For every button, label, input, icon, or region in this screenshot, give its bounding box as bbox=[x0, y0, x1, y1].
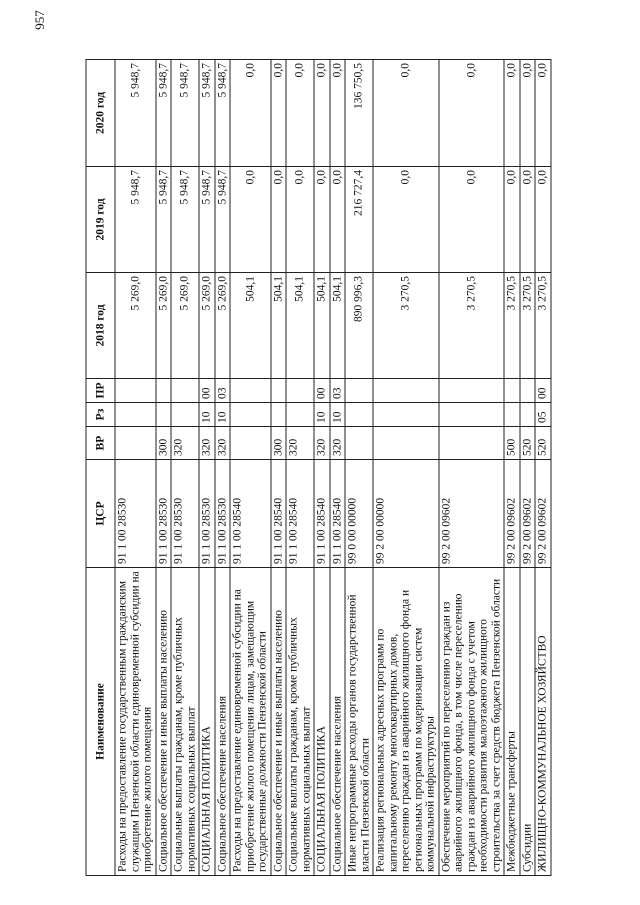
cell-2018: 5 269,0 bbox=[115, 273, 156, 379]
cell-2018: 504,1 bbox=[286, 273, 314, 379]
cell-vr: 520 bbox=[519, 427, 535, 460]
cell-pr bbox=[230, 379, 271, 403]
cell-2018: 3 270,5 bbox=[519, 273, 535, 379]
cell-2020: 0,0 bbox=[519, 60, 535, 167]
cell-csr: 91 1 00 28530 bbox=[155, 460, 171, 568]
table-header-row bbox=[86, 60, 115, 876]
cell-name: Социальное обеспечение населения bbox=[329, 568, 345, 876]
cell-2019: 0,0 bbox=[519, 167, 535, 273]
cell-rz bbox=[155, 403, 171, 427]
table-row bbox=[345, 60, 373, 876]
cell-name: СОЦИАЛЬНАЯ ПОЛИТИКА bbox=[199, 568, 215, 876]
cell-2019: 0,0 bbox=[286, 167, 314, 273]
cell-2020: 5 948,7 bbox=[155, 60, 171, 167]
cell-csr: 99 2 00 00000 bbox=[373, 460, 439, 568]
cell-rz bbox=[519, 403, 535, 427]
cell-vr bbox=[438, 427, 504, 460]
cell-pr bbox=[115, 379, 156, 403]
table-row bbox=[504, 60, 520, 876]
cell-rz bbox=[270, 403, 286, 427]
cell-name: Иные непрограммные расходы органов государственной власти Пензенской области bbox=[345, 568, 373, 876]
cell-pr bbox=[504, 379, 520, 403]
cell-name: Социальное обеспечение населения bbox=[214, 568, 230, 876]
cell-2019: 0,0 bbox=[270, 167, 286, 273]
cell-2018: 3 270,5 bbox=[535, 273, 551, 379]
cell-2018: 5 269,0 bbox=[214, 273, 230, 379]
table-body bbox=[115, 60, 551, 876]
cell-csr: 91 1 00 28530 bbox=[115, 460, 156, 568]
cell-vr bbox=[115, 427, 156, 460]
cell-2018: 5 269,0 bbox=[171, 273, 199, 379]
cell-2020: 0,0 bbox=[314, 60, 330, 167]
cell-2018: 3 270,5 bbox=[504, 273, 520, 379]
cell-vr: 520 bbox=[535, 427, 551, 460]
cell-csr: 91 1 00 28530 bbox=[171, 460, 199, 568]
cell-vr bbox=[345, 427, 373, 460]
cell-pr: 00 bbox=[199, 379, 215, 403]
cell-vr: 320 bbox=[314, 427, 330, 460]
cell-2018: 3 270,5 bbox=[438, 273, 504, 379]
header-2019: 2019 год bbox=[86, 167, 115, 273]
cell-2020: 5 948,7 bbox=[199, 60, 215, 167]
table-row bbox=[373, 60, 439, 876]
cell-pr: 03 bbox=[214, 379, 230, 403]
cell-2020: 0,0 bbox=[329, 60, 345, 167]
cell-name: Социальное обеспечение и иные выплаты населению bbox=[155, 568, 171, 876]
cell-2019: 0,0 bbox=[438, 167, 504, 273]
cell-2020: 136 750,5 bbox=[345, 60, 373, 167]
cell-2019: 5 948,7 bbox=[214, 167, 230, 273]
table-row bbox=[286, 60, 314, 876]
table-row bbox=[314, 60, 330, 876]
cell-name: Субсидии bbox=[519, 568, 535, 876]
cell-csr: 91 1 00 28540 bbox=[329, 460, 345, 568]
table-row bbox=[270, 60, 286, 876]
cell-2020: 5 948,7 bbox=[214, 60, 230, 167]
page-number: 957 bbox=[31, 10, 47, 30]
cell-csr: 91 1 00 28530 bbox=[199, 460, 215, 568]
cell-2020: 0,0 bbox=[230, 60, 271, 167]
cell-csr: 99 2 00 09602 bbox=[535, 460, 551, 568]
cell-pr bbox=[286, 379, 314, 403]
cell-2019: 0,0 bbox=[504, 167, 520, 273]
cell-rz: 10 bbox=[329, 403, 345, 427]
cell-pr bbox=[345, 379, 373, 403]
cell-pr: 00 bbox=[314, 379, 330, 403]
cell-rz bbox=[171, 403, 199, 427]
table-row bbox=[115, 60, 156, 876]
cell-2019: 5 948,7 bbox=[171, 167, 199, 273]
cell-2020: 0,0 bbox=[286, 60, 314, 167]
cell-rz bbox=[115, 403, 156, 427]
cell-name: Обеспечение мероприятий по переселению граждан из аварийного жилищного фонда, в том числе переселению граждан из аварийного жилищного фонда с учетом необходимости развития малоэтажного жилищного строительства за счет средств бюджета Пензенской области bbox=[438, 568, 504, 876]
cell-name: Социальное обеспечение и иные выплаты населению bbox=[270, 568, 286, 876]
cell-name: Межбюджетные трансферты bbox=[504, 568, 520, 876]
cell-csr: 91 1 00 28540 bbox=[314, 460, 330, 568]
cell-2019: 0,0 bbox=[329, 167, 345, 273]
table-row bbox=[171, 60, 199, 876]
cell-2019: 5 948,7 bbox=[155, 167, 171, 273]
cell-2019: 0,0 bbox=[535, 167, 551, 273]
cell-2020: 0,0 bbox=[373, 60, 439, 167]
cell-rz bbox=[373, 403, 439, 427]
cell-rz: 05 bbox=[535, 403, 551, 427]
cell-name: Социальные выплаты гражданам, кроме публичных нормативных социальных выплат bbox=[171, 568, 199, 876]
cell-rz bbox=[504, 403, 520, 427]
cell-rz: 10 bbox=[314, 403, 330, 427]
cell-name: Реализация региональных адресных программ по капитальному ремонту многоквартирных домов, переселению граждан из аварийного жилищного фонда и региональных программ по модернизации систем коммунальной инфраструктуры bbox=[373, 568, 439, 876]
cell-rz bbox=[230, 403, 271, 427]
cell-name: СОЦИАЛЬНАЯ ПОЛИТИКА bbox=[314, 568, 330, 876]
cell-vr: 320 bbox=[199, 427, 215, 460]
cell-pr bbox=[171, 379, 199, 403]
table-row bbox=[230, 60, 271, 876]
header-2020: 2020 год bbox=[86, 60, 115, 167]
cell-2018: 504,1 bbox=[270, 273, 286, 379]
table-row bbox=[199, 60, 215, 876]
cell-vr: 300 bbox=[270, 427, 286, 460]
cell-pr: 00 bbox=[535, 379, 551, 403]
cell-rz bbox=[345, 403, 373, 427]
cell-vr: 320 bbox=[329, 427, 345, 460]
cell-rz bbox=[286, 403, 314, 427]
cell-csr: 99 0 00 00000 bbox=[345, 460, 373, 568]
cell-2020: 0,0 bbox=[535, 60, 551, 167]
table-row bbox=[329, 60, 345, 876]
cell-csr: 91 1 00 28540 bbox=[270, 460, 286, 568]
cell-csr: 91 1 00 28530 bbox=[214, 460, 230, 568]
cell-csr: 99 2 00 09602 bbox=[504, 460, 520, 568]
cell-vr bbox=[230, 427, 271, 460]
cell-pr bbox=[519, 379, 535, 403]
cell-pr bbox=[155, 379, 171, 403]
cell-name: Социальные выплаты гражданам, кроме публичных нормативных социальных выплат bbox=[286, 568, 314, 876]
header-2018: 2018 год bbox=[86, 273, 115, 379]
cell-vr: 320 bbox=[171, 427, 199, 460]
header-vr: ВР bbox=[86, 427, 115, 460]
cell-csr: 99 2 00 09602 bbox=[438, 460, 504, 568]
rotated-table-frame bbox=[85, 60, 568, 876]
cell-2019: 0,0 bbox=[314, 167, 330, 273]
cell-pr: 03 bbox=[329, 379, 345, 403]
cell-2019: 216 727,4 bbox=[345, 167, 373, 273]
table-row bbox=[535, 60, 551, 876]
table-row bbox=[214, 60, 230, 876]
cell-2020: 0,0 bbox=[438, 60, 504, 167]
cell-2020: 5 948,7 bbox=[115, 60, 156, 167]
cell-name: ЖИЛИЩНО-КОММУНАЛЬНОЕ ХОЗЯЙСТВО bbox=[535, 568, 551, 876]
table-container bbox=[85, 60, 568, 876]
cell-vr: 500 bbox=[504, 427, 520, 460]
header-rz: Рз bbox=[86, 403, 115, 427]
header-name: Наименование bbox=[86, 568, 115, 876]
cell-2018: 504,1 bbox=[314, 273, 330, 379]
cell-2020: 5 948,7 bbox=[171, 60, 199, 167]
cell-rz: 10 bbox=[214, 403, 230, 427]
cell-csr: 99 2 00 09602 bbox=[519, 460, 535, 568]
table-row bbox=[438, 60, 504, 876]
cell-vr: 300 bbox=[155, 427, 171, 460]
cell-2018: 5 269,0 bbox=[199, 273, 215, 379]
cell-2020: 0,0 bbox=[270, 60, 286, 167]
header-pr: ПР bbox=[86, 379, 115, 403]
cell-2018: 890 996,3 bbox=[345, 273, 373, 379]
cell-rz bbox=[438, 403, 504, 427]
cell-csr: 91 1 00 28540 bbox=[286, 460, 314, 568]
header-csr: ЦСР bbox=[86, 460, 115, 568]
cell-pr bbox=[373, 379, 439, 403]
cell-2018: 504,1 bbox=[329, 273, 345, 379]
cell-pr bbox=[270, 379, 286, 403]
cell-2018: 5 269,0 bbox=[155, 273, 171, 379]
cell-2019: 0,0 bbox=[373, 167, 439, 273]
cell-vr bbox=[373, 427, 439, 460]
cell-vr: 320 bbox=[286, 427, 314, 460]
budget-table bbox=[85, 59, 551, 876]
cell-vr: 320 bbox=[214, 427, 230, 460]
table-row bbox=[155, 60, 171, 876]
cell-csr: 91 1 00 28540 bbox=[230, 460, 271, 568]
cell-name: Расходы на предоставление государственным гражданским служащим Пензенской области единовременной субсидии на приобретение жилого помещения bbox=[115, 568, 156, 876]
cell-rz: 10 bbox=[199, 403, 215, 427]
cell-2020: 0,0 bbox=[504, 60, 520, 167]
cell-name: Расходы на предоставление единовременной субсидии на приобретение жилого помещения лицам, замещающим государственные должности Пензенской области bbox=[230, 568, 271, 876]
cell-2018: 3 270,5 bbox=[373, 273, 439, 379]
cell-2019: 5 948,7 bbox=[115, 167, 156, 273]
table-row bbox=[519, 60, 535, 876]
cell-2019: 0,0 bbox=[230, 167, 271, 273]
cell-2019: 5 948,7 bbox=[199, 167, 215, 273]
cell-2018: 504,1 bbox=[230, 273, 271, 379]
cell-pr bbox=[438, 379, 504, 403]
